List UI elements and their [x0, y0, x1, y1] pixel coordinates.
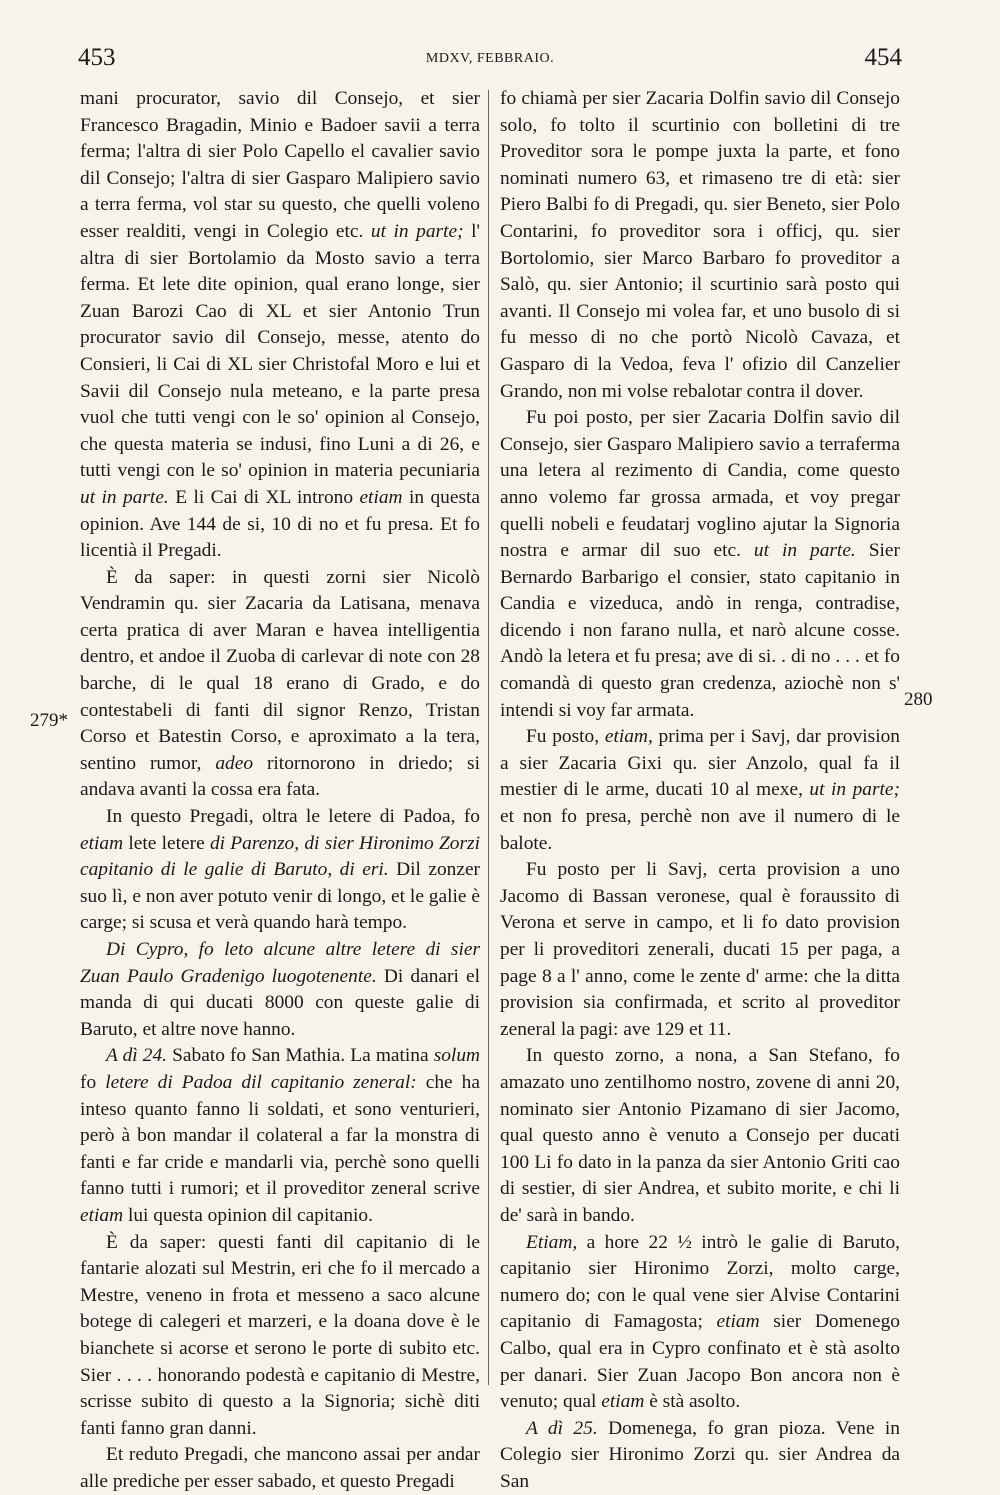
paragraph: fo chiamà per sier Zacaria Dolfin savio dil Consejo solo, fo tolto il scurtinio con bolletini di tre Proveditor sora le pompe juxta la parte, et fono nominati numero 63, et rimaseno tre di età: sier Piero Balbi fo di Pregadi, qu. sier Beneto, sier Polo Contarini, fo proveditor sora i officj, qu. sier Bortolomio, sier Marco Barbaro fo proveditor a Salò, qu. sier Antonio; il scurtinio sarà posto qui avanti. Il Consejo mi volea far, et uno busolo di si fu messo di no che portò Nicolò Cavaza, et Gasparo di la Vedoa, feva l' ofizio dil Canzelier Grando, non mi volse rebalotar contra il dover. [500, 88, 900, 402]
paragraph: A dì 25. Domenega, fo gran pioza. Vene in Colegio sier Hironimo Zorzi qu. sier Andrea da San [500, 1417, 900, 1492]
paragraph: In questo Pregadi, oltra le letere di Padoa, fo etiam lete letere di Parenzo, di sier Hironimo Zorzi capitanio di le galie di Baruto, di eri. Dil zonzer suo lì, e non aver potuto venir di longo, et le galie è carge; si scusa et verà quando harà tempo. [80, 806, 481, 934]
paragraph: mani procurator, savio dil Consejo, et sier Francesco Bragadin, Minio e Badoer savii a terra ferma; l'altra di sier Polo Capello el cavalier savio dil Consejo; l'altra di sier Gasparo Malipiero savio a terra ferma, vol star su questo, che quelli voleno esser realditi, vengi in Colegio etc. ut in parte; l' altra di sier Bortolamio da Mosto savio a terra ferma. Et lete dite opinion, qual erano longe, sier Zuan Barozi Cao di XL et sier Antonio Trun procurator savio dil Consejo, messe, atento do Consieri, li Cai di XL sier Christofal Moro e lui et Savii dil Consejo nula meteano, e la parte presa vuol che tutti vengi con le so' opinion al Consejo, che questa materia se indusi, fino Luni a di 26, e tutti vengi con le so' opinion in materia pecuniaria ut in parte. E li Cai di XL introno etiam in questa opinion. Ave 144 de si, 10 di no et fu presa. Et fo licentià il Pregadi. [80, 88, 481, 562]
left-column [80, 86, 480, 1495]
paragraph: Di Cypro, fo leto alcune altre letere di sier Zuan Paulo Gradenigo luogotenente. Di danari el manda di qui ducati 8000 con queste galie di Baruto, et altre nove hanno. [80, 939, 480, 1040]
page-number-left: 453 [78, 44, 116, 71]
column-divider [488, 90, 489, 1385]
paragraph: Fu posto, etiam, prima per i Savj, dar provision a sier Zacaria Gixi qu. sier Anzolo, qual fa il mestier di le arme, ducati 10 al mexe, ut in parte; et non fo presa, perchè non ave il numero di le balote. [500, 726, 901, 854]
paragraph: È da saper: in questi zorni sier Nicolò Vendramin qu. sier Zacaria da Latisana, menava certa pratica di aver Maran e havea intelligentia dentro, et andoe il Zuoba di carlevar di note con 28 barche, di le qual 18 erano di Grado, e do contestabeli di fanti dil signor Renzo, Tristan Corso et Batestin Corso, e aproximato a la tera, sentino rumor, adeo ritornorono in driedo; si andava avanti la cossa era fata. [80, 566, 480, 801]
paragraph: In questo zorno, a nona, a San Stefano, fo amazato uno zentilhomo nostro, zovene di anni 20, nominato sier Antonio Pizamano di sier Jacomo, qual questo anno è venuto a Consejo per ducati 100 Li fo dato in la panza da sier Antonio Griti cao di sestier, di sier Andrea, et subito morite, e chi li de' sarà in bando. [500, 1045, 900, 1226]
paragraph: Et reduto Pregadi, che mancono assai per andar alle prediche per esser sabado, et questo Pregadi [80, 1444, 480, 1492]
paragraph: È da saper: questi fanti dil capitanio di le fantarie alozati sul Mestrin, eri che fo il mercado a Mestre, veneno in frota et messeno a saco alcune botege di calegeri et marzeri, e la doana dove è le bianchete si acorse et serono le porte di subito etc. Sier . . . . honorando podestà e capitanio di Mestre, scrisse subito di questo a la Signoria; sichè diti fanti fanno gran danni. [80, 1231, 480, 1439]
page-header [78, 44, 902, 78]
margin-number-left: 279* [30, 710, 68, 731]
paragraph: A dì 24. Sabato fo San Mathia. La matina solum fo letere di Padoa dil capitanio zeneral: che ha inteso quanto fanno li soldati, et sono venturieri, però à bon mandar il colateral a far la monstra di fanti e far cride e mandarli via, perchè sono quelli fanno tutti i rumori; et il proveditor zeneral scrive etiam lui questa opinion dil capitanio. [80, 1045, 481, 1226]
margin-number-right: 280 [904, 689, 933, 710]
page-number-right: 454 [864, 44, 902, 71]
running-title: MDXV, FEBBRAIO. [425, 51, 555, 66]
right-column [500, 86, 900, 1495]
paragraph: Fu poi posto, per sier Zacaria Dolfin savio dil Consejo, sier Gasparo Malipiero savio a terraferma una letera al rezimento di Candia, come questo anno volemo far grossa armada, et voy pregar quelli nobeli e feudatarj voglino ajutar la Signoria nostra e armar dil suo etc. ut in parte. Sier Bernardo Barbarigo el consier, stato capitanio in Candia e vizeduca, andò in renga, contradise, dicendo i non farano nulla, et narò alcune cosse. Andò la letera et fu presa; ave di si. . di no . . . et fo comandà di questo gran credenza, aziochè non s' intendi si voy far armata. [500, 407, 900, 721]
paragraph: Fu posto per li Savj, certa provision a uno Jacomo di Bassan veronese, qual è foraussito di Verona et serve in campo, et li fo dato provision per li proveditori zenerali, ducati 15 per paga, a page 8 a l' anno, come le zente d' arme: che la ditta provision sia confirmada, et scrito al proveditor zeneral la pagi: ave 129 et 11. [500, 859, 900, 1040]
paragraph: Etiam, a hore 22 ½ intrò le galie di Baruto, capitanio sier Hironimo Zorzi, molto carge, numero do; con le qual vene sier Alvise Contarini capitanio di Famagosta; etiam sier Domenego Calbo, qual era in Cypro confinato et è stà asolto per danari. Sier Zuan Jacopo Bon ancora non è venuto; qual etiam è stà asolto. [500, 1231, 900, 1413]
